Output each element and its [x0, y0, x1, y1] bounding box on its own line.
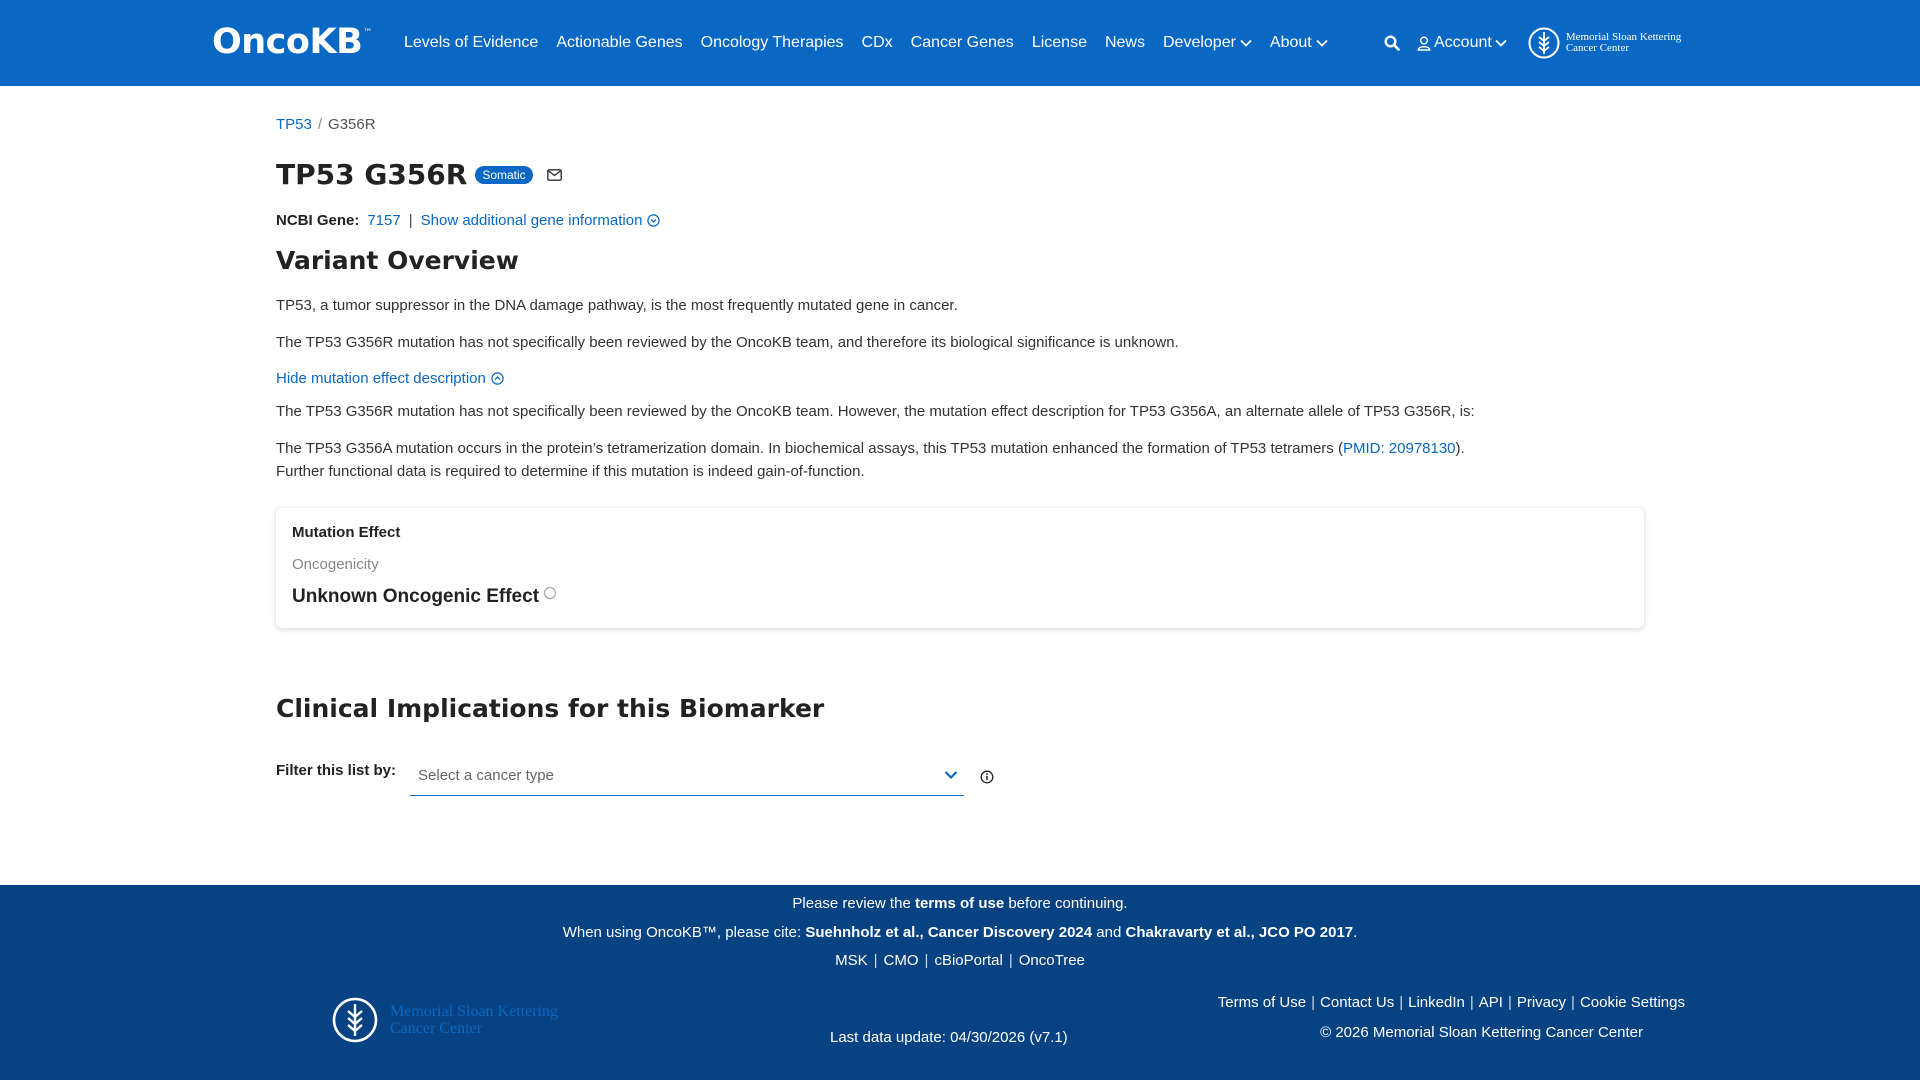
nav-cdx[interactable]: CDx	[861, 34, 893, 51]
nav-developer-label: Developer	[1162, 34, 1236, 51]
footer-terms-notice	[0, 895, 1920, 912]
page-title: TP53 G356R	[276, 158, 468, 191]
mutation-effect-intro: The TP53 G356R mutation has not specifically been reviewed by the OncoKB team. However, the mutation effect description for TP53 G356A, an alternate allele of TP53 G356R, is:	[276, 403, 1475, 420]
show-gene-info-link[interactable]	[421, 212, 661, 229]
ncbi-gene-label: NCBI Gene:	[276, 212, 360, 229]
description-text-end: ).	[1455, 440, 1465, 457]
nav-news[interactable]: News	[1104, 34, 1145, 51]
nav-license[interactable]: License	[1031, 34, 1087, 51]
nav-menu	[395, 0, 1337, 86]
breadcrumb	[276, 116, 376, 133]
footer-citation	[0, 924, 1920, 941]
cancer-type-placeholder: Select a cancer type	[418, 767, 554, 784]
description-text-start: The TP53 G356A mutation occurs in the protein’s tetramerization domain. In biochemical assays, this TP53 mutation enhanced the formation of TP53 tetramers (	[276, 440, 1343, 457]
footer-review-before: Please review the	[792, 895, 911, 912]
msk-nav-logo[interactable]	[1528, 26, 1681, 60]
ncbi-gene-row	[276, 212, 660, 229]
logo-trademark: ™	[363, 28, 372, 38]
mutation-effect-card	[276, 508, 1644, 628]
footer-citation-2: Chakravarty et al., JCO PO 2017	[1125, 924, 1354, 941]
nav-right	[1384, 0, 1681, 86]
filter-row	[276, 756, 994, 796]
info-icon[interactable]	[980, 770, 994, 784]
filter-label: Filter this list by:	[276, 762, 397, 779]
variant-overview-title: Variant Overview	[276, 246, 519, 275]
cancer-type-select[interactable]	[410, 756, 964, 796]
footer-msk-line1: Memorial Sloan Kettering	[390, 1003, 558, 1020]
footer-link-oncotree[interactable]: OncoTree	[1018, 952, 1085, 969]
account-dropdown[interactable]	[1414, 34, 1510, 52]
footer	[0, 885, 1920, 1080]
hide-mutation-effect-label: Hide mutation effect description	[276, 370, 486, 387]
chevron-down-icon	[1240, 39, 1252, 47]
footer-terms-link[interactable]: terms of use	[914, 895, 1005, 912]
footer-linkedin[interactable]: LinkedIn	[1408, 994, 1465, 1011]
msk-logo-icon	[332, 995, 378, 1045]
footer-terms-of-use[interactable]: Terms of Use	[1217, 994, 1307, 1011]
footer-citation-1: Suehnholz et al., Cancer Discovery 2024	[805, 924, 1093, 941]
nav-cancer-genes[interactable]: Cancer Genes	[910, 34, 1014, 51]
footer-cite-and: and	[1096, 924, 1122, 941]
footer-api[interactable]: API	[1478, 994, 1503, 1011]
nav-about-dropdown[interactable]	[1261, 34, 1337, 52]
oncogenicity-value: Unknown Oncogenic Effect	[292, 586, 540, 607]
nav-levels-of-evidence[interactable]: Levels of Evidence	[404, 34, 539, 51]
last-data-update: Last data update: 04/30/2026 (v7.1)	[830, 1029, 1068, 1046]
nav-developer-dropdown[interactable]	[1154, 34, 1261, 52]
msk-nav-line2: Cancer Center	[1565, 42, 1630, 54]
mutation-effect-title: Mutation Effect	[292, 524, 401, 541]
breadcrumb-separator: /	[317, 116, 323, 133]
pmid-link[interactable]: PMID: 20978130	[1342, 440, 1456, 457]
description-text-line2: Further functional data is required to determine if this mutation is indeed gain-of-function.	[276, 463, 865, 480]
msk-nav-text	[1566, 32, 1681, 54]
chevron-up-circle-icon	[491, 372, 504, 385]
footer-review-after: before continuing.	[1008, 895, 1128, 912]
nav-oncology-therapies[interactable]: Oncology Therapies	[700, 34, 844, 51]
footer-msk-logo[interactable]	[332, 995, 558, 1045]
footer-copyright: © 2026 Memorial Sloan Kettering Cancer Center	[1320, 1024, 1643, 1041]
mail-icon[interactable]	[547, 169, 562, 181]
footer-link-cbioportal[interactable]: cBioPortal	[934, 952, 1003, 969]
chevron-down-circle-icon	[647, 214, 660, 227]
nav-about-label: About	[1269, 34, 1312, 51]
account-label: Account	[1434, 34, 1492, 51]
ncbi-gene-link[interactable]: 7157	[367, 212, 401, 229]
overview-paragraph-1: TP53, a tumor suppressor in the DNA damage pathway, is the most frequently mutated gene in cancer.	[276, 297, 958, 314]
oncogenicity-label: Oncogenicity	[292, 556, 379, 573]
nav-actionable-genes[interactable]: Actionable Genes	[556, 34, 683, 51]
mutation-effect-description	[276, 437, 1646, 483]
msk-nav-line1: Memorial Sloan Kettering	[1565, 31, 1682, 43]
show-gene-info-label: Show additional gene information	[420, 212, 643, 229]
footer-privacy[interactable]: Privacy	[1516, 994, 1567, 1011]
top-navbar	[0, 0, 1920, 86]
chevron-down-icon	[1316, 39, 1328, 47]
breadcrumb-gene-link[interactable]: TP53	[276, 116, 312, 133]
user-icon	[1417, 36, 1431, 51]
footer-cookie-settings[interactable]: Cookie Settings	[1579, 994, 1685, 1011]
footer-partner-links: MSK | CMO | cBioPortal | OncoTree	[835, 952, 1085, 969]
footer-cite-before: When using OncoKB™, please cite:	[562, 924, 802, 941]
somatic-badge: Somatic	[475, 166, 532, 184]
oncokb-logo[interactable]	[212, 22, 372, 62]
msk-logo-icon	[1528, 26, 1560, 60]
footer-cite-end: .	[1353, 924, 1358, 941]
footer-msk-line2: Cancer Center	[390, 1020, 482, 1037]
search-icon[interactable]	[1384, 35, 1400, 51]
chevron-down-icon	[1495, 39, 1507, 47]
overview-paragraph-2: The TP53 G356R mutation has not specifically been reviewed by the OncoKB team, and therefore its biological significance is unknown.	[276, 334, 1179, 351]
chevron-down-icon	[944, 770, 958, 780]
oncogenicity-value-row	[292, 586, 557, 608]
unknown-oncogenic-circle-icon	[543, 586, 557, 600]
clinical-implications-title: Clinical Implications for this Biomarker	[276, 694, 825, 723]
footer-contact-us[interactable]: Contact Us	[1320, 994, 1395, 1011]
footer-link-msk[interactable]: MSK	[835, 952, 868, 969]
footer-msk-text	[390, 1003, 558, 1037]
separator-pipe: |	[408, 212, 413, 229]
title-row	[276, 158, 562, 191]
footer-link-cmo[interactable]: CMO	[883, 952, 919, 969]
logo-text: OncoKB	[212, 22, 363, 62]
footer-right-links: Terms of Use | Contact Us | LinkedIn | API | Privacy | Cookie Settings	[1217, 994, 1685, 1011]
hide-mutation-effect-link[interactable]	[276, 370, 504, 387]
breadcrumb-variant: G356R	[328, 116, 376, 133]
